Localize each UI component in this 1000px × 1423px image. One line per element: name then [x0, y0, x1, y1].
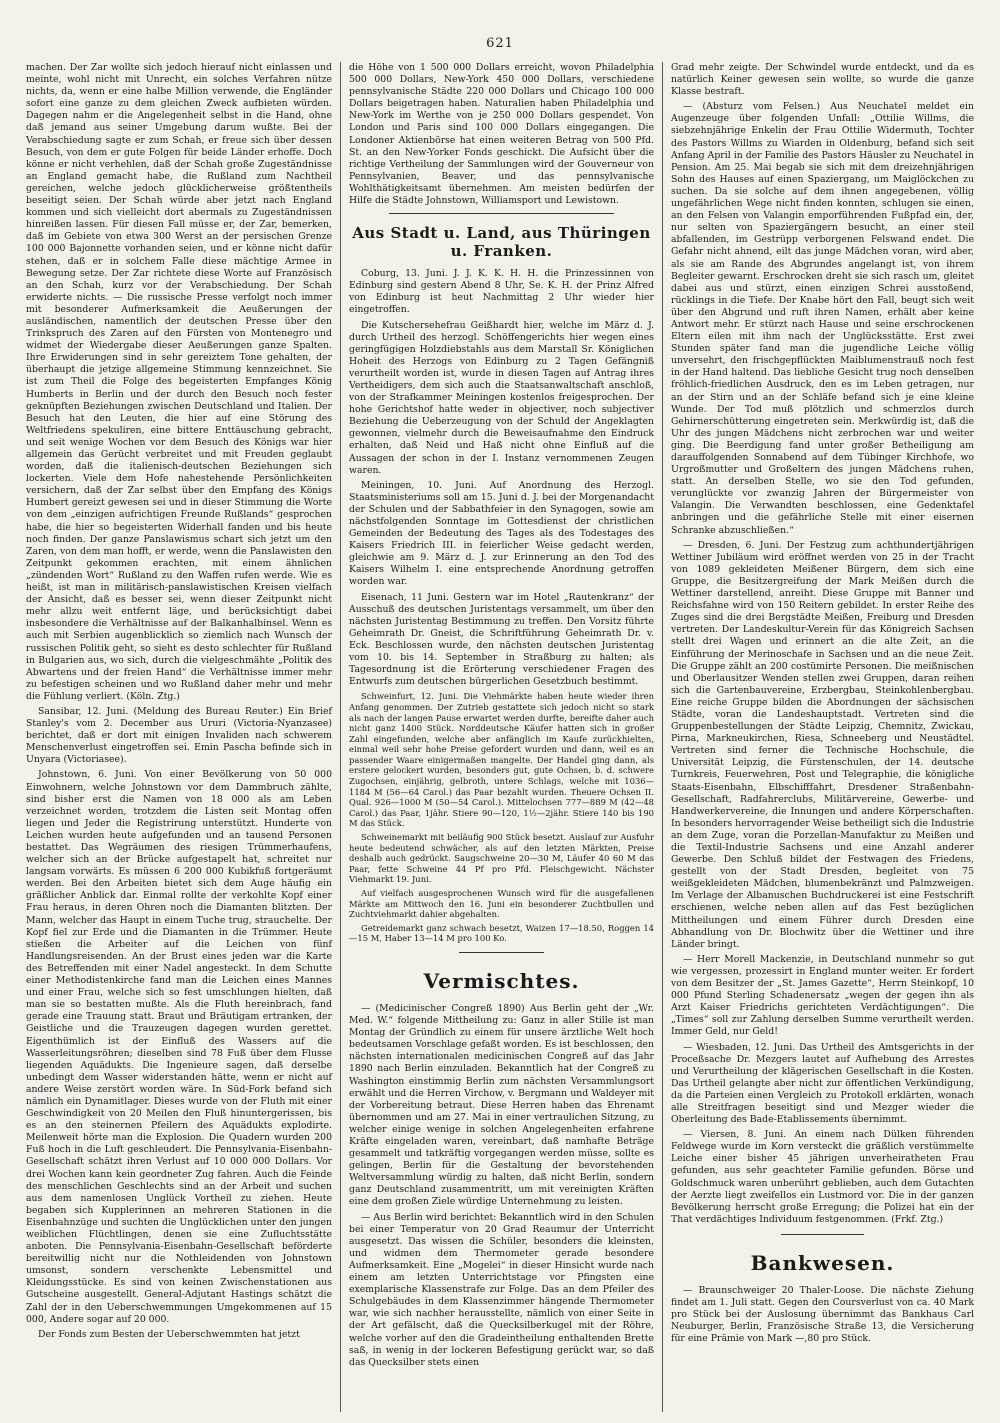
section-divider: [389, 213, 614, 214]
article-viersen: — Viersen, 8. Juni. An einem nach Dülken führenden Feldwege wurde im Korn versteckt die gräßlich verstümmelte Leiche einer bisher 45 jährigen unverheiratheten Frau gefunden, aus sehr geachteter Familie gefunden. Börse und Goldschmuck waren unberührt geblieben, auch dem Gutachten der Aerzte liegt zweifellos ein Lustmord vor. Die in der ganzen Bevölkerung herrscht große Erregung; die Polizei hat ein der That verdächtiges Individuum festgenommen. (Frkf. Ztg.): [671, 1129, 974, 1225]
column-2: [340, 62, 662, 1412]
article-kutscherfrau: Die Kutschersehefrau Geißhardt hier, welche im März d. J. durch Urtheil des herzogl. Schöffengerichts hier wegen eines geringfügigen Holzdiebstahls aus dem Marstall Sr. Königlichen Hoheit des Herzogs von Edinburg zu 2 Tagen Gefängniß verurtheilt worden ist, wurde in diesen Tagen auf Antrag ihres Vertheidigers, dem sich auch die Staatsanwaltschaft anschloß, von der Strafkammer Meiningen kostenlos freigesprochen. Der hohe Gerichtshof hatte weder in objectiver, noch subjectiver Beziehung die Ueberzeugung von der Schuld der Angeklagten gewonnen, vielmehr durch die Beweisaufnahme den Eindruck erhalten, daß Neid und Haß nicht ohne Einfluß auf die Aussagen der schon in der I. Instanz vernommenen Zeugen waren.: [349, 319, 654, 476]
article-wiesbaden: — Wiesbaden, 12. Juni. Das Urtheil des Amtsgerichts in der Proceßsache Dr. Mezgers lautet auf Aufhebung des Arrestes und Verurtheilung der klägerischen Gesellschaft in die Kosten. Das Urtheil gelangte aber nicht zur öffentlichen Verkündigung, da die Parteien einen Vergleich zu Protokoll erklärten, wonach alle Streitfragen beseitigt sind und Mezger wieder die Oberleitung des Bade-Etablissements übernimmt.: [671, 1041, 974, 1126]
article-zar-schah: machen. Der Zar wollte sich jedoch hierauf nicht einlassen und meinte, wohl nicht mit Unrecht, ein solches Verfahren nütze nichts, da, wenn er eine halbe Million verwende, die Engländer sofort eine ganze zu dem gleichen Zweck aufbieten würden. Dagegen nahm er die Angelegenheit selbst in die Hand, ohne daß jemand aus seiner Umgebung darum wußte. Bei der Verabschiedung sagte er zum Schah, er freue sich über dessen Besuch, von dem er gute Folgen für beide Länder erhoffe. Doch könne er nicht verhehlen, daß der Schah große Zugeständnisse an England gemacht habe, die Rußland zum Nachtheil gereichen, welche jedoch glücklicherweise größtentheils beseitigt seien. Der Schah würde aber jetzt nach England kommen und sich vielleicht dort abermals zu Zugeständnissen hinreißen lassen. Für diesen Fall müsse er, der Zar, bemerken, daß im Gebiete von etwa 300 Werst an der persischen Grenze 100 000 Bajonnette vorhanden seien, und er könne nicht dafür stehen, daß er in solchem Falle diese mächtige Armee in Bewegung setze. Der Zar richtete diese Worte auf Französisch an den Schah, kurz vor der Verabschiedung. Der Schah erwiderte nichts. — Die russische Presse verfolgt noch immer mit besonderer Aufmerksamkeit die Aeußerungen der ausländischen, namentlich der deutschen Presse über den Trinkspruch des Zaren auf den Fürsten von Montenegro und widmet der Wiedergabe dieser Aeußerungen ganze Spalten. Ihre Erwiderungen sind in sehr gereiztem Tone gehalten, der überhaupt die jetzige allgemeine Stimmung kennzeichnet. Sie ist zum Theil die Folge des begeisterten Empfanges König Humberts in Berlin und der durch den Besuch noch fester geknüpften Beziehungen zwischen Deutschland und Italien. Der Besuch hat den Leuten, die hier auf eine Störung des Weltfriedens spekuliren, eine bittere Enttäuschung gebracht, und seit wenige Wochen vor dem Besuch des Königs war hier allgemein das Gerücht verbreitet und mit Freuden geglaubt worden, daß die italienisch-deutschen Beziehungen sich lockerten. Viele dem Hofe nahestehende Persönlichkeiten versichern, daß der Zar selbst über den Empfang des Königs Humbert gereizt gewesen sei und in dieser Stimmung die Worte von dem „einzigen aufrichtigen Freunde Rußlands“ gesprochen habe, die hier so begeisterten Widerhall fanden und bis heute noch finden. Der ganze Panslawismus schart sich jetzt um den Zaren, von dem man hofft, er werde, wenn die Panslawisten den Zeitpunkt gekommen erachten, mit einem ähnlichen „zündenden Wort“ Rußland zu den Waffen rufen werde. Wie es heißt, ist man in militärisch-panslawistischen Kreisen vielfach der Ansicht, daß es besser sei, wenn dieser Zeitpunkt nicht mehr allzu weit entfernt läge, und berücksichtigt dabei insbesondere die Verhältnisse auf der Balkanhalbinsel. Wenn es auch mit Serbien augenblicklich so ziemlich nach Wunsch der russischen Politik geht, so sieht es desto schlechter für Rußland in Bulgarien aus, wo sich, durch die vielgeschmähte „Politik des Abwartens und der freien Hand“ die Verhältnisse immer mehr zu befestigen scheinen und wo Rußland daher mehr und mehr die Fühlung verliert. (Köln. Ztg.): [26, 62, 332, 702]
market-report: [349, 691, 654, 944]
article-medicinischer-congress: — (Medicinischer Congreß 1890) Aus Berlin geht der „Wr. Med. W.“ folgende Mittheilung zu: Ganz in aller Stille ist man Montag der Gründlich zu einem für unsere ärztliche Welt hoch bedeutsamen Vorschlage gefaßt worden. Es ist beschlossen, den nächsten internationalen medicinischen Congreß auf das Jahr 1890 nach Berlin einzuladen. Bekanntlich hat der Congreß zu Washington einstimmig Berlin zum nächsten Versammlungsort erwählt und die Herren Virchow, v. Bergmann und Waldeyer mit der Vorbereitung betraut. Diese Herren haben das Ehrenamt übernommen und am 27. Mai in einer vertraulichen Sitzung, zu welcher einige wenige in solchen Angelegenheiten erfahrene Kräfte eingeladen waren, vereinbart, daß namhafte Beträge gesammelt und tatkräftig vorgegangen werden müsse, sollte es gelingen, Berlin für die Gestaltung der bevorstehenden Weltversammlung würdig zu halten, daß nicht Berlin, sondern ganz Deutschland zusammentritt, um mit vereinigten Kräften eine dem großen Ziele würdige Unternehmung zu leisten.: [349, 1002, 655, 1208]
section-divider: [459, 952, 544, 953]
section-heading-bankwesen: Bankwesen.: [750, 1250, 895, 1275]
article-braunschweiger-loose: — Braunschweiger 20 Thaler-Loose. Die nächste Ziehung findet am 1. Juli statt. Gegen den Coursverlust von ca. 40 Mark pro Stück bei der Auslosung übernimmt das Bankhaus Carl Neuburger, Berlin, Französische Straße 13, die Versicherung für eine Prämie von Mark —,80 pro Stück.: [671, 1284, 974, 1345]
article-absturz: — (Absturz vom Felsen.) Aus Neuchatel meldet ein Augenzeuge über folgenden Unfall: „Ottilie Willms, die siebzehnjährige Enkelin der Frau Ottilie Widermuth, Tochter des Pastors Willms zu Wiarden in Oldenburg, befand sich seit Anfang April in der Familie des Pastors Häusler zu Neuchatel in Pension. Am 25. Mai begab sie sich mit dem dreizehnjährigen Sohn des Hauses auf einen Spaziergang, um Maiglöckchen zu suchen. Da sie solche auf dem ihnen angegebenen, völlig ungefährlichen Wege nicht finden konnten, schlugen sie einen, an den Felsen von Valangin emporführenden Fußpfad ein, der, nur selten von Spaziergängern besucht, an einer steil abfallenden, im Gestrüpp verborgenen Felswand endet. Die Gefahr nicht ahnend, eilt das junge Mädchen voran, wird aber, als sie am Rande des Abgrundes angelangt ist, von ihrem Begleiter gewarnt. Erschrocken dreht sie sich rasch um, gleitet dabei aus und stürzt, einen einzigen Schrei ausstoßend, rücklings in die Tiefe. Der Knabe hört den Fall, beugt sich weit über den Abgrund und ruft ihren Namen, erhält aber keine Antwort mehr. Er stürzt nach Hause und seine erschrockenen Eltern eilen mit ihm nach der Unglücksstätte. Erst zwei Stunden später fand man die jugendliche Leiche völlig unversehrt, den frischgepflückten Maiblumenstrauß noch fest in der Hand haltend. Das liebliche Gesicht trug noch denselben fröhlich-friedlichen Ausdruck, den es im Leben getragen, nur an der Stirn und an der Schläfe befand sich je eine kleine Wunde. Der Tod muß plötzlich und schmerzlos durch Gehirnerschütterung eingetreten sein. Merkwürdig ist, daß die Uhr des jungen Mädchens nicht zerbrochen war und weiter ging. Die Beerdigung fand unter großer Betheiligung am darauffolgenden Sonnabend auf dem Tübinger Kirchhofe, wo Urgroßmutter und Großeltern des jungen Mädchens ruhen, statt. An derselben Stelle, wo sie den Tod gefunden, verunglückte vor zwanzig Jahren der Bürgermeister von Valangin. Die Verwandten beschlossen, eine Gedenktafel anbringen und die gefährliche Stelle mit einer eisernen Schranke abzuschließen.“: [671, 101, 974, 536]
article-fonds-cont: die Höhe von 1 500 000 Dollars erreicht, wovon Philadelphia 500 000 Dollars, New-York 450 000 Dollars, verschiedene pennsylvanische Städte 220 000 Dollars und Chicago 100 000 Dollars beigetragen haben. Naturalien haben Philadelphia und New-York im Werthe von je 250 000 Dollars gespendet. Von London und Paris sind 100 000 Dollars eingegangen. Die Londoner Aktienbörse hat einen weiteren Betrag von 500 Pfd. St. an den New-Yorker Fonds geschickt. Die Aufsicht über die richtige Vertheilung der Sammlungen wird der Gouverneur von Pennsylvanien, Beaver, und das pennsylvanische Wohlthätigkeitsamt übernehmen. Am meisten bedürfen der Hilfe die Städte Johnstown, Williamsport und Lewistown.: [349, 62, 654, 207]
section-heading-vermischtes: Vermischtes.: [423, 968, 580, 993]
article-eisenach: Eisenach, 11 Juni. Gestern war im Hotel „Rautenkranz“ der Ausschuß des deutschen Juristentags versammelt, um über den nächsten Juristentag Bestimmung zu treffen. Den Vorsitz führte Geheimrath Dr. Gneist, die Schriftführung Geheimrath Dr. v. Eck. Beschlossen wurde, den nächsten deutschen Juristentag vom 10. bis 14. September in Straßburg zu halten; als Tagesordnung ist die Erörterung verschiedener Fragen des Entwurfs zum deutschen bürgerlichen Gesetzbuch bestimmt.: [349, 591, 654, 688]
article-thermometer-end: Grad mehr zeigte. Der Schwindel wurde entdeckt, und da es natürlich Keiner gewesen sein wollte, so wurde die ganze Klasse bestraft.: [671, 62, 974, 98]
column-1: [18, 62, 340, 1412]
article-johnstown: Johnstown, 6. Juni. Von einer Bevölkerung von 50 000 Einwohnern, welche Johnstown vor dem Dammbruch zählte, sind bisher erst die Namen von 18 000 als am Leben verzeichnet worden, trotzdem die Listen seit Montag offen liegen und Jeder die Registrirung unterstützt. Hunderte von Leichen wurden heute aufgefunden und an tausend Personen bestattet. Das Wegräumen des riesigen Trümmerhaufens, welcher sich an der Brücke aufgestapelt hat, schreitet nur langsam vorwärts. Es müssen 6 200 000 Kubikfuß fortgeräumt werden. Bei den Arbeiten bietet sich dem Auge häufig ein gräßlicher Anblick dar. Einmal rollte der verkohlte Kopf einer Frau heraus, in deren Ohren noch die Diamanten blitzten. Der Mann, welcher das Haupt in einem Tuche trug, strauchelte. Der Kopf fiel zur Erde und die Diamanten in die Trümmer. Heute stießen die Arbeiter auf die Leichen von fünf Handlungsreisenden. An der Brust eines jeden war die Karte des Betreffenden mit einer Nadel angesteckt. In dem Schutte einer Methodistenkirche fand man die Leichen eines Mannes und einer Frau, welche sich so fest umschlungen hielten, daß man sie so bestatten mußte. Als die Fluth hereinbrach, fand gerade eine Trauung statt. Braut und Bräutigam ertranken, der Geistliche und die Trauzeugen dagegen wurden gerettet. Eigenthümlich ist der Einfluß des Wassers auf die Wasserleitungsröhren; dieselben sind 78 Fuß über dem Flusse liegenden Aquädukts. Die Ingenieure sagen, daß derselbe unbedingt dem Wasser widerstanden hätte, wenn er nicht auf andere Weise zerstört worden wäre. In Süd-Fork befand sich nämlich ein Dynamitlager. Dieses wurde von der Fluth mit einer Geschwindigkeit von 20 Meilen den Fluß hinuntergerissen, bis es an den steinernen Pfeilern des Aquädukts explodirte. Meilenweit hörte man die Explosion. Die Quadern wurden 200 Fuß hoch in die Luft geschleudert. Die Pennsylvania-Eisenbahn-Gesellschaft schätzt ihren Verlust auf 10 000 000 Dollars. Vor drei Wochen kann kein geordneter Zug fahren. Auch die Feinde des menschlichen Geschlechts sind an der Arbeit und suchen aus dem namenlosen Unglück Vortheil zu ziehen. Heute begaben sich Kupplerinnen an mehreren Stationen in die Eisenbahnzüge und suchten die Unglücklichen unter den jungen weiblichen Flüchtlingen, denen sie eine Zufluchtsstätte anboten. Die Pennsylvania-Eisenbahn-Gesellschaft beförderte bereitwillig nicht nur die Nothleidenden von Johnstown umsonst, sondern verschenkte Lebensmittel und Kleidungsstücke. Es sind von keinen Zwischenstationen aus Gutscheine ausgestellt. General-Adjutant Hastings schätzt die Zahl der in den Ueberschwemmungen Umgekommenen auf 15 000, Andere sogar auf 20 000.: [26, 769, 332, 1325]
text-columns: [18, 62, 982, 1412]
article-schweinfurt: Schweinfurt, 12. Juni. Die Viehmärkte haben heute wieder ihren Anfang genommen. Der Zutrieb gestattete sich jedoch nicht so stark als nach der langen Pause erwartet werden durfte, bereifte daher auch nicht ganz 1400 Stück. Norddeutsche Käufer hatten sich in großer Zahl eingefunden, welche aber anfänglich im Kaufe zurückhielten, einmal weil sehr hohe Preise gefordert wurden und dann, weil es an passender Waare einigermaßen mangelte. Der Handel ging dann, als erstere gelockert wurden, besonders gut, gute Ochsen, b. d. schwere Zugochsen, einjährig, gelbroth, untere Schlags, welche mit 1036—1184 M (56—64 Carol.) das Paar bezahlt wurden. Theuere Ochsen II. Qual. 926—1000 M (50—54 Carol.). Mittelochsen 777—889 M (42—48 Carol.) das Paar, 1jähr. Stiere 90—120, 1½—2jähr. Stiere 140 bis 190 M das Stück.: [349, 691, 654, 829]
section-divider: [781, 1234, 864, 1235]
column-3: [662, 62, 982, 1412]
article-sansibar: Sansibar, 12. Juni. (Meldung des Bureau Reuter.) Ein Brief Stanley's vom 2. December aus Ururi (Victoria-Nyanzasee) berichtet, daß er dort mit einigen Invaliden nach schwerem Menschenverlust eingetroffen sei. Emin Pascha befinde sich in Unyara (Victoriasee).: [26, 705, 332, 766]
article-schweinemarkt: Schweinemarkt mit beiläufig 900 Stück besetzt. Auslauf zur Ausfuhr heute bedeutend schwächer, als auf den letzten Märkten, Preise deshalb auch gedrückt. Saugschweine 20—30 M, Läufer 40 60 M das Paar, fette Schweine 44 Pf pro Pfd. Fleischgewicht. Nächster Viehmarkt 19. Juni.: [349, 832, 654, 885]
article-fonds-start: Der Fonds zum Besten der Ueberschwemmten hat jetzt: [38, 1328, 300, 1340]
article-zuchtviehmarkt: Auf vielfach ausgesprochenen Wunsch wird für die ausgefallenen Märkte am Mittwoch den 16. Juni ein besonderer Zuchtbullen und Zuchtviehmarkt dahier abgehalten.: [349, 888, 654, 920]
article-getreidemarkt: Getreidemarkt ganz schwach besetzt, Waizen 17—18.50, Roggen 14—15 M, Haber 13—14 M pro 100 Ko.: [349, 922, 654, 944]
article-meiningen: Meiningen, 10. Juni. Auf Anordnung des Herzogl. Staatsministeriums soll am 15. Juni d. J. bei der Morgenandacht der Schulen und der Sabbathfeier in den Synagogen, sowie am nächstfolgenden Sonntage im Gottesdienst der christlichen Gemeinden der Bedeutung des Tages als des Todestages des Kaisers Friedrich III. in feierlicher Weise gedacht werden, gleichwie am 9. März d. J. zur Erinnerung an den Tod des Kaisers Wilhelm I. eine entsprechende Anordnung getroffen worden war.: [349, 479, 654, 588]
article-berlin-schulen: — Aus Berlin wird berichtet: Bekanntlich wird in den Schulen bei einer Temperatur von 20 Grad Reaumur der Unterricht ausgesetzt. Das wissen die Schüler, besonders die kleinsten, und widmen dem Thermometer gerade besondere Aufmerksamkeit. Eine „Mogelei“ in dieser Hinsicht wurde nach einem am letzten Unterrichtstage vor Pfingsten eine exemplarische Klassenstrafe zur Folge. Das an dem Pfeiler des Schulgebäudes in dem Klassenzimmer hängende Thermometer war, wie sich nachher herausstellte, nämlich von einer Seite in der Art gefälscht, daß die Quecksilberkugel mit der Röhre, welche vorher auf den die Gradeintheilung enthaltenden Brette saß, in wenig in der lockeren Befestigung gerückt war, so daß das Quecksilber stets einen: [349, 1211, 654, 1368]
section-heading-stadt-land: Aus Stadt u. Land, aus Thüringen u. Franken.: [352, 224, 651, 261]
article-mackenzie: — Herr Morell Mackenzie, in Deutschland nunmehr so gut wie vergessen, prozessirt in England munter weiter. Er fordert von dem Besitzer der „St. James Gazette“, Herrn Steinkopf, 10 000 Pfund Sterling Schadenersatz „wegen der gegen ihn als Arzt Kaiser Friedrichs gerichteten Verdächtigungen“. Die „Times“ soll zur Zahlung derselben Summe verurtheilt werden. Immer Geld, nur Geld!: [671, 953, 974, 1038]
page-number: 621: [486, 36, 514, 51]
article-dresden-festzug: — Dresden, 6. Juni. Der Festzug zum achthundertjährigen Wettiner Jubiläum wird eröffnet werden von 25 in der Tracht von 1089 gekleideten Meißener Bürgern, dem sich eine Gruppe, die Besitzergreifung der Mark Meißen durch die Wettiner darstellend, anreiht. Diese Gruppe mit Banner und Reichsfahne wird von 150 Reitern gebildet. In erster Reihe des Zuges sind die drei Bergstädte Meißen, Freiburg und Dresden vertreten. Der Landeskultur-Verein für das Königreich Sachsen stellt drei Wagen und erinnert an die alte Zeit, an die Einführung der Merinoschafe in Sachsen und an die neue Zeit. Die Gruppe zählt an 200 costümirte Personen. Die meißnischen und Oberlausitzer Wenden stellen zwei Gruppen, daran reihen sich die Gartenbauvereine, Erzbergbau, Steinkohlenbergbau. Eine reiche Gruppe bilden die Abordnungen der sächsischen Städte, voran die Landeshauptstadt. Vertreten sind die Gruppenbestellungen der Städte Leipzig, Chemnitz, Zwickau, Pirna, Markneukirchen, Riesa, Schneeberg und Neustädtel. Vertreten sind ferner die Technische Hochschule, die Universität Leipzig, die Fürstenschulen, der 14. deutsche Turnkreis, Feuerwehren, Post und Telegraphie, die königliche Staats-Eisenbahn, Elbschifffahrt, Dresdener Straßenbahn-Gesellschaft, Radfahrerclubs, Militärvereine, Gewerbe- und Handwerkervereine, die Innungen und andere Körperschaften. In besonders hervorragender Weise betheiligt sich die Industrie an dem Zuge, voran die Porzellan-Manufaktur zu Meißen und die Textil-Industrie Sachsens und eine Anzahl anderer Gewerbe. Den Schluß bildet der Festwagen des Friedens, gestellt von der Stadt Dresden, begleitet von 75 weißgekleideten Mädchen, blumenbekränzt und Palmzweigen. Im Verlage der Albanuschen Buchdruckerei ist eine Festschrift erschienen, welche neben allen auf das Fest bezüglichen Mittheilungen und einem Führer durch Dresden eine Abhandlung von Dr. Blochwitz über die Wettiner und ihre Länder bringt.: [671, 539, 974, 950]
article-coburg: Coburg, 13. Juni. J. J. K. K. H. H. die Prinzessinnen von Edinburg sind gestern Abend 8 Uhr, Se. K. H. der Prinz Alfred von Edinburg ist heut Nachmittag 2 Uhr wieder hier eingetroffen.: [349, 268, 654, 316]
